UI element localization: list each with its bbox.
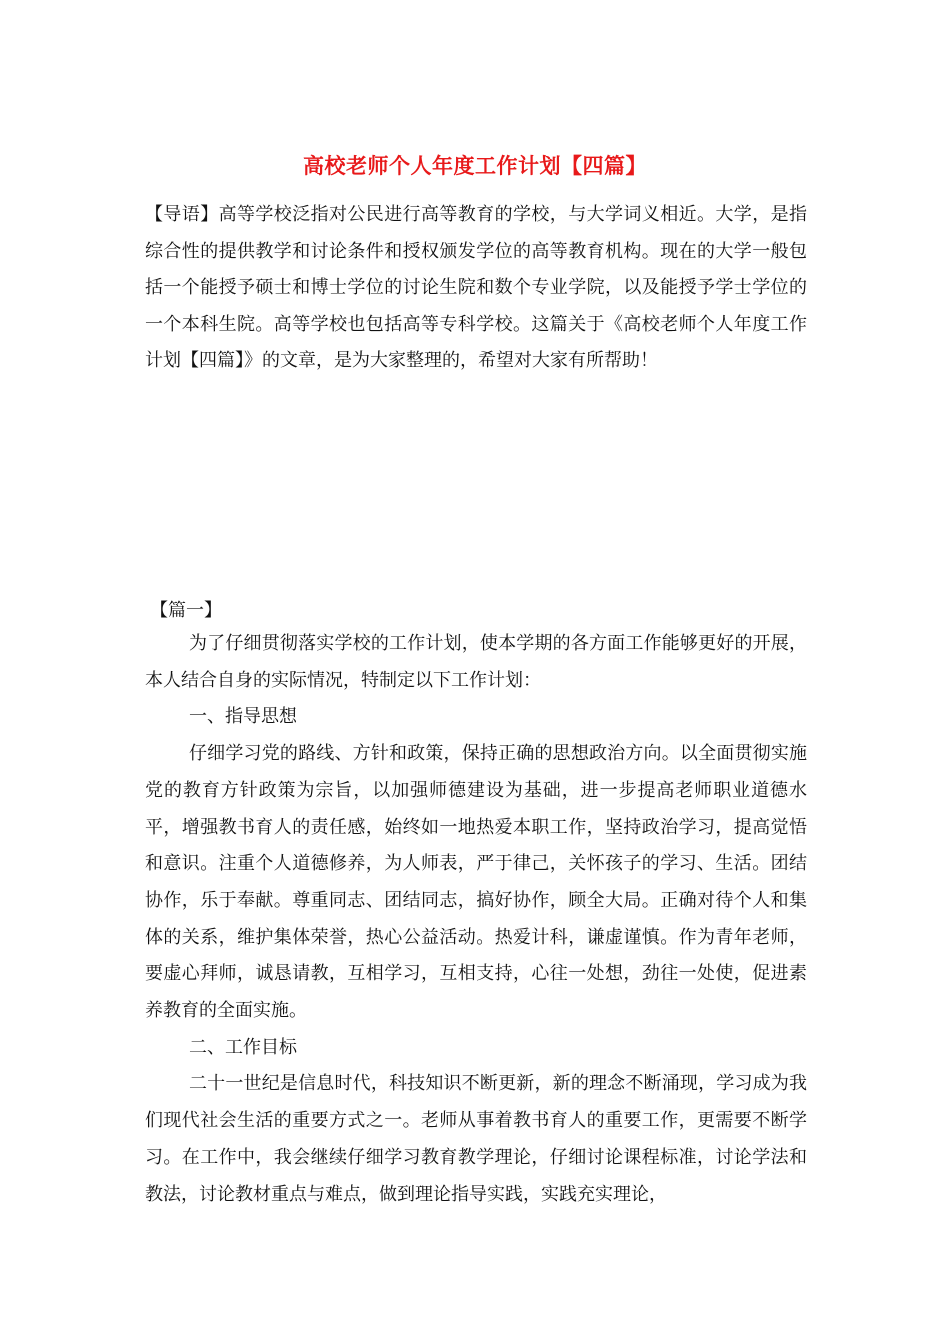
body-paragraph: 为了仔细贯彻落实学校的工作计划，使本学期的各方面工作能够更好的开展，本人结合自身的实际情况，特制定以下工作计划： bbox=[145, 633, 807, 691]
section-body bbox=[145, 626, 807, 1213]
document-title: 高校老师个人年度工作计划【四篇】 bbox=[303, 153, 647, 178]
intro-paragraph: 【导语】高等学校泛指对公民进行高等教育的学校，与大学词义相近。大学，是指综合性的提供教学和讨论条件和授权颁发学位的高等教育机构。现在的大学一般包括一个能授予硕士和博士学位的讨论生院和数个专业学院，以及能授予学士学位的一个本科生院。高等学校也包括高等专科学校。这篇关于《高校老师个人年度工作计划【四篇】》的文章，是为大家整理的，希望对大家有所帮助！ bbox=[145, 204, 807, 371]
section-heading: 一、指导思想 bbox=[189, 706, 297, 728]
body-paragraph: 二十一世纪是信息时代，科技知识不断更新，新的理念不断涌现，学习成为我们现代社会生活的重要方式之一。老师从事着教书育人的重要工作，更需要不断学习。在工作中，我会继续仔细学习教育教学理论，仔细讨论课程标准，讨论学法和教法，讨论教材重点与难点，做到理论指导实践，实践充实理论， bbox=[145, 1073, 807, 1205]
section-heading: 二、工作目标 bbox=[189, 1036, 297, 1058]
body-paragraph: 仔细学习党的路线、方针和政策，保持正确的思想政治方向。以全面贯彻实施党的教育方针政策为宗旨，以加强师德建设为基础，进一步提高老师职业道德水平，增强教书育人的责任感，始终如一地热爱本职工作，坚持政治学习，提高觉悟和意识。注重个人道德修养，为人师表，严于律己，关怀孩子的学习、生活。团结协作，乐于奉献。尊重同志、团结同志，搞好协作，顾全大局。正确对待个人和集体的关系，维护集体荣誉，热心公益活动。热爱计科，谦虚谨慎。作为青年老师，要虚心拜师，诚恳请教，互相学习，互相支持，心往一处想，劲往一处使，促进素养教育的全面实施。 bbox=[145, 743, 807, 1022]
section-label: 【篇一】 bbox=[150, 600, 222, 621]
